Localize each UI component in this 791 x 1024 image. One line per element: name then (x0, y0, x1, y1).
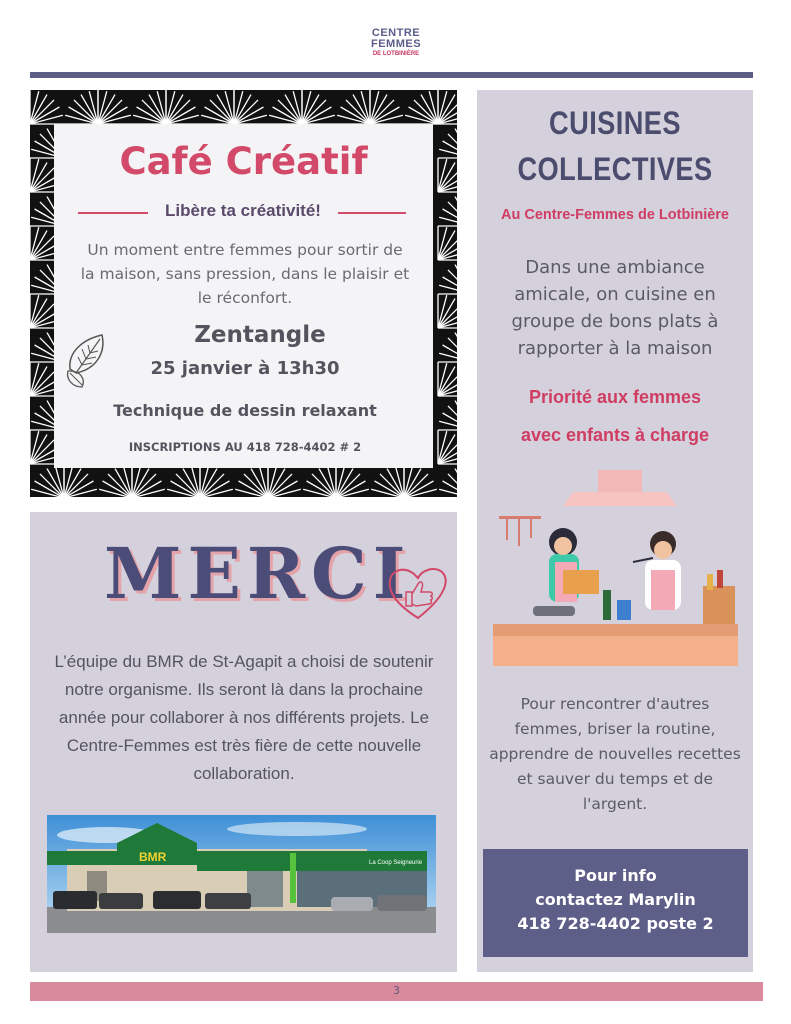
leaf-icon (62, 325, 124, 391)
logo-line2: FEMMES (370, 38, 422, 50)
logo-line3: DE LOTBINIÈRE (372, 51, 420, 57)
contact-line3: 418 728-4402 poste 2 (517, 914, 714, 933)
contact-text (483, 864, 748, 936)
cuisines-title-line1: CUISINES (549, 105, 681, 141)
cafe-subtitle: Libère ta créativité! (165, 201, 321, 220)
activity-name: Zentangle (194, 322, 326, 348)
cuisines-title-line2: COLLECTIVES (517, 151, 713, 187)
cafe-description: Un moment entre femmes pour sortir de la maison, sans pression, dans le plaisir et le réconfort. (80, 241, 410, 307)
store-banner-text: La Coop Seigneurie (369, 860, 423, 866)
cuisines-description: Dans une ambiance amicale, on cuisine en groupe de bons plats à rapporter à la maison (511, 257, 719, 359)
header-divider (30, 72, 753, 78)
store-sign-text: BMR (139, 850, 167, 864)
cuisines-subtitle: Au Centre-Femmes de Lotbinière (500, 207, 729, 223)
cuisines-title (498, 100, 733, 192)
divider-right (338, 212, 406, 214)
registration-info: INSCRIPTIONS AU 418 728-4402 # 2 (128, 440, 362, 454)
bmr-store-photo (47, 815, 436, 933)
merci-text: L’équipe du BMR de St-Agapit a choisi de soutenir notre organisme. Ils seront là dans la prochaine année pour collaborer à nos différents projets. Le Centre-Femmes est très fière de cette nouvelle collaboration. (54, 652, 434, 783)
contact-line2: contactez Marylin (535, 890, 696, 909)
thumbs-up-heart-icon (386, 564, 450, 622)
logo (368, 28, 424, 72)
priority-line2: avec enfants à charge (520, 425, 710, 445)
activity-date: 25 janvier à 13h30 (150, 358, 340, 379)
cafe-title: Café Créatif (119, 140, 368, 183)
divider-left (78, 212, 148, 214)
merci-title: MERCI (104, 532, 412, 615)
logo-line1: CENTRE (371, 27, 421, 39)
activity-technique: Technique de dessin relaxant (113, 401, 377, 420)
contact-line1: Pour info (574, 866, 657, 885)
cuisines-more: Pour rencontrer d'autres femmes, briser la routine, apprendre de nouvelles recettes et sauver du temps et de l'argent. (489, 695, 741, 813)
cuisines-priority (487, 378, 743, 454)
priority-line1: Priorité aux femmes (528, 387, 702, 407)
page-number: 3 (393, 984, 400, 997)
kitchen-illustration (493, 466, 738, 671)
